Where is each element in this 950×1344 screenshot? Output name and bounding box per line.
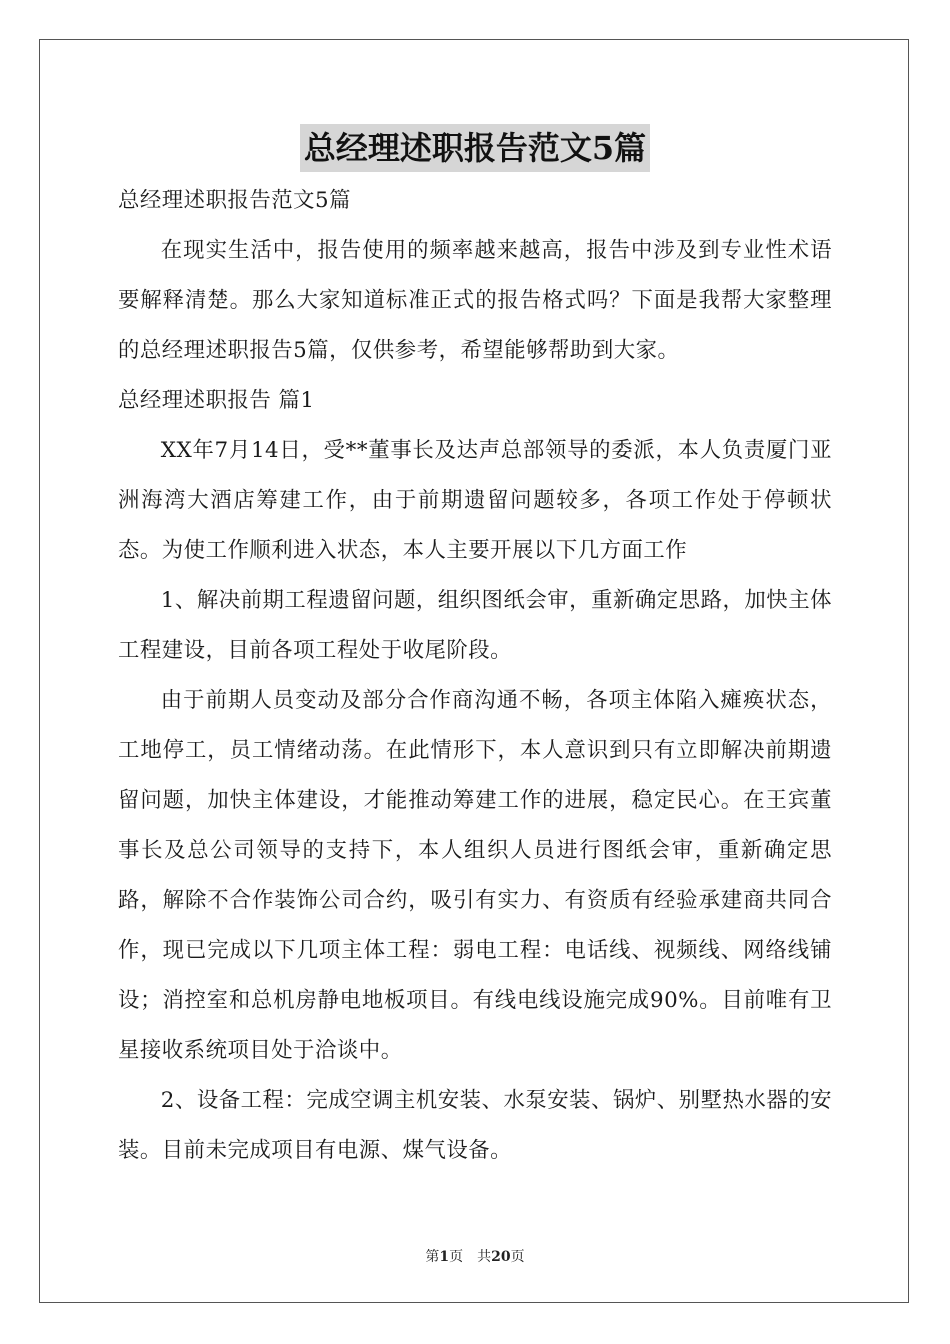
section-heading: 总经理述职报告 篇1 xyxy=(118,388,315,413)
body-paragraph: 由于前期人员变动及部分合作商沟通不畅，各项主体陷入瘫痪状态，工地停工，员工情绪动荡。在此情形下，本人意识到只有立即解决前期遗留问题，加快主体建设，才能推动筹建工作的进展，稳定民心。在王宾董事长及总公司领导的支持下，本人组织人员进行图纸会审，重新确定思路，解除不合作装饰公司合约，吸引有实力、有资质有经验承建商共同合作，现已完成以下几项主体工程：弱电工程：电话线、视频线、网络线铺设；消控室和总机房静电地板项目。有线电线设施完成90%。目前唯有卫星接收系统项目处于洽谈中。 xyxy=(118,688,832,1063)
body-paragraph: 2、设备工程：完成空调主机安装、水泵安装、锅炉、别墅热水器的安装。目前未完成项目有电源、煤气设备。 xyxy=(118,1088,832,1163)
body-paragraph: 1、解决前期工程遗留问题，组织图纸会审，重新确定思路，加快主体工程建设，目前各项工程处于收尾阶段。 xyxy=(118,588,832,663)
title-container xyxy=(0,124,950,172)
total-page-count: 20 xyxy=(491,1249,511,1265)
document-title: 总经理述职报告范文5篇 xyxy=(300,124,650,172)
page-suffix: 页 xyxy=(510,1249,525,1265)
page-mid: 页 共 xyxy=(449,1249,492,1265)
document-body xyxy=(118,176,832,1176)
current-page-number: 1 xyxy=(439,1249,450,1265)
page-footer xyxy=(0,1246,950,1266)
intro-paragraph: 在现实生活中，报告使用的频率越来越高，报告中涉及到专业性术语要解释清楚。那么大家知道标准正式的报告格式吗？下面是我帮大家整理的总经理述职报告5篇，仅供参考，希望能够帮助到大家。 xyxy=(118,238,832,363)
subtitle-paragraph: 总经理述职报告范文5篇 xyxy=(118,188,352,213)
body-paragraph: XX年7月14日，受**董事长及达声总部领导的委派，本人负责厦门亚洲海湾大酒店筹建工作，由于前期遗留问题较多，各项工作处于停顿状态。为使工作顺利进入状态，本人主要开展以下几方面工作 xyxy=(118,438,832,563)
page-prefix: 第 xyxy=(425,1249,440,1265)
